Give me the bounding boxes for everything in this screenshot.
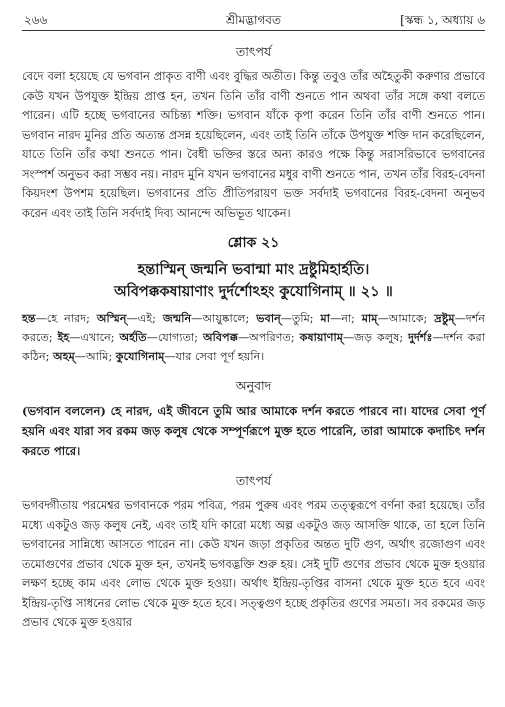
verse-line-1: হন্তাস্মিন্ জন্মনি ভবান্মা মাং দ্রষ্টুমিহার্হতি। xyxy=(137,261,370,278)
book-page xyxy=(22,10,485,633)
page-number: ২৬৬ xyxy=(24,13,48,27)
synonym-word: অবিপক্ক xyxy=(202,330,238,344)
book-title: শ্রীমদ্ভাগবত xyxy=(225,13,281,27)
synonym-word: মা xyxy=(320,311,330,325)
purport-text-2: ভগবদ্গীতায় পরমেশ্বর ভগবানকে পরম পবিত্র, পরম পুরুষ এবং পরম তত্ত্বরূপে বর্ণনা করা হয়েছে। তাঁর মধ্যে একটুও জড় কলুষ নেই, এবং তাই যদি কারো মধ্যে অল্প একটুও জড় আসক্তি থাকে, তা হলে তিনি ভগবানের সান্নিধ্যে আসতে পারেন না। কেউ যখন জড়া প্রকৃতির অন্তত দুটি গুণ, অর্থাৎ রজোগুণ এবং তমোগুণের প্রভাব থেকে মুক্ত হন, তখনই ভগবদ্ভক্তি শুরু হয়। সেই দুটি গুণের প্রভাব থেকে মুক্ত হওয়ার লক্ষণ হচ্ছে কাম এবং লোভ থেকে মুক্ত হওয়া। অর্থাৎ ইন্দ্রিয়-তৃপ্তির বাসনা থেকে মুক্ত হতে হবে এবং ইন্দ্রিয়-তৃপ্তি সাধনের লোভ থেকে মুক্ত হতে হবে। সত্ত্বগুণ হচ্ছে প্রকৃতির গুণের সমতা। সব রকমের জড় প্রভাব থেকে মুক্ত হওয়ার xyxy=(22,498,485,629)
synonym-meaning: —জড় কলুষ; xyxy=(342,331,409,344)
synonym-meaning: —যোগ্যতা; xyxy=(146,331,203,344)
synonym-word: দ্রষ্টুম্ xyxy=(434,311,455,325)
synonym-meaning: —এখানে; xyxy=(69,331,120,344)
synonym-meaning: —না; xyxy=(330,312,362,325)
synonym-word: মাম্ xyxy=(361,311,378,325)
synonyms xyxy=(22,309,485,366)
verse-line-2: অবিপক্ককষায়াণাং দুর্দর্শোঽহং কুযোগিনাম্ ॥ ২১ ॥ xyxy=(114,283,393,300)
verse-heading: শ্লোক ২১ xyxy=(227,235,280,251)
header-rule xyxy=(22,30,485,31)
synonym-word: কুযোগিনাম্ xyxy=(115,349,165,363)
synonym-meaning: —আয়ুষ্কালে; xyxy=(191,312,257,325)
synonym-word: অর্হতি xyxy=(119,330,147,344)
translation-text: (ভগবান বললেন) হে নারদ, এই জীবনে তুমি আর আমাকে দর্শন করতে পারবে না। যাদের সেবা পূর্ণ হয়নি এবং যারা সব রকম জড় কলুষ থেকে সম্পূর্ণরূপে মুক্ত হতে পারেনি, তারা আমাকে কদাচিৎ দর্শন করতে পারে। xyxy=(22,404,485,458)
page-header xyxy=(22,10,485,32)
chapter-reference: [স্কন্ধ ১, অধ্যায় ৬ xyxy=(400,13,485,27)
synonym-word: কষায়াণাম্ xyxy=(299,330,343,344)
synonym-word: ভবান্ xyxy=(256,311,281,325)
synonym-word: ইহ xyxy=(57,330,70,344)
purport-text: বেদে বলা হয়েছে যে ভগবান প্রাকৃত বাণী এবং বুদ্ধির অতীত। কিন্তু তবুও তাঁর অহৈতুকী করুণার প্রভাবে কেউ যখন উপযুক্ত ইন্দ্রিয় প্রাপ্ত হন, তখন তিনি তাঁর বাণী শুনতে পান অথবা তাঁর সঙ্গে কথা বলতে পারেন। এটি হচ্ছে ভগবানের অচিন্ত্য শক্তি। ভগবান যাঁকে কৃপা করেন তিনি তাঁর বাণী শুনতে পান। ভগবান নারদ মুনির প্রতি অত্যন্ত প্রসন্ন হয়েছিলেন, এবং তাই তিনি তাঁকে উপযুক্ত শক্তি দান করেছিলেন, যাতে তিনি তাঁর কথা শুনতে পান। বৈধী ভক্তির স্তরে অন্য কারও পক্ষে কিন্তু সরাসরিভাবে ভগবানের সংস্পর্শ অনুভব করা সম্ভব নয়। নারদ মুনি যখন ভগবানের মধুর বাণী শুনতে পান, তখন তাঁর বিরহ-বেদনা কিয়দংশ উপশম হয়েছিল। ভগবানের প্রতি প্রীতিপরায়ণ ভক্ত সর্বদাই ভগবানের বিরহ-বেদনা অনুভব করেন এবং তাই তিনি সর্বদাই দিব্য আনন্দে অভিভূত থাকেন। xyxy=(22,69,485,220)
synonym-meaning: —আমি; xyxy=(74,350,116,363)
synonym-word: অহম্ xyxy=(53,349,75,363)
synonym-word: জন্মনি xyxy=(162,311,192,325)
synonym-meaning: —দর্শন করতে; xyxy=(22,312,485,344)
synonym-word: অস্মিন্ xyxy=(96,311,127,325)
synonym-meaning: —যার সেবা পূর্ণ হয়নি। xyxy=(164,350,265,363)
synonym-meaning: —আমাকে; xyxy=(377,312,435,325)
synonym-meaning: —তুমি; xyxy=(280,312,321,325)
synonym-meaning: —অপরিণত; xyxy=(237,331,300,344)
synonym-meaning: —হে নারদ; xyxy=(35,312,97,325)
synonym-meaning: —দর্শন করা কঠিন; xyxy=(22,331,485,363)
purport-heading: তাৎপর্য xyxy=(235,44,272,59)
synonym-word: দুর্দর্শঃ xyxy=(408,330,433,344)
translation-heading: অনুবাদ xyxy=(235,378,272,393)
purport-heading-2: তাৎপর্য xyxy=(235,473,272,488)
synonym-word: হন্ত xyxy=(22,311,36,325)
synonym-meaning: —এই; xyxy=(126,312,163,325)
